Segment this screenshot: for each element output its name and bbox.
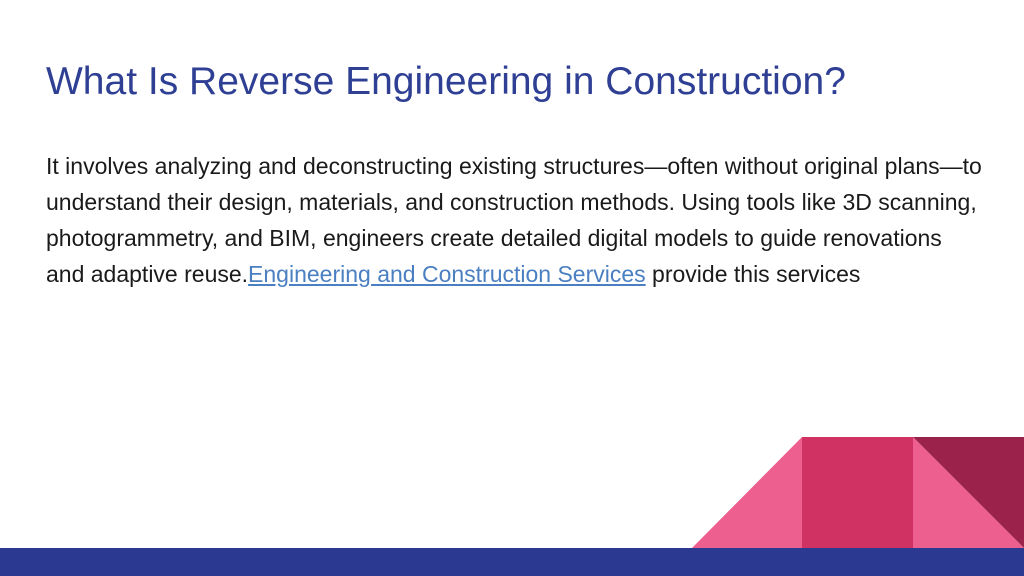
pink-left-triangle — [692, 437, 802, 548]
footer-bar — [0, 548, 1024, 576]
body-tail-text: provide this services — [645, 261, 861, 287]
body-text: It involves analyzing and deconstructing existing structures—often without original plans—to understand their design, materials, and construction methods. Using tools like 3D scanning, photogrammetry, and BIM, engineers create detailed digital models to guide renovations and adaptive reuse. — [46, 153, 982, 287]
slide-title: What Is Reverse Engineering in Construction? — [46, 60, 846, 103]
engineering-services-link[interactable]: Engineering and Construction Services — [248, 261, 646, 287]
maroon-corner-triangle — [913, 437, 1024, 548]
pink-center-block — [802, 437, 913, 548]
pink-right-triangle — [913, 437, 1024, 548]
slide-body — [46, 148, 986, 292]
